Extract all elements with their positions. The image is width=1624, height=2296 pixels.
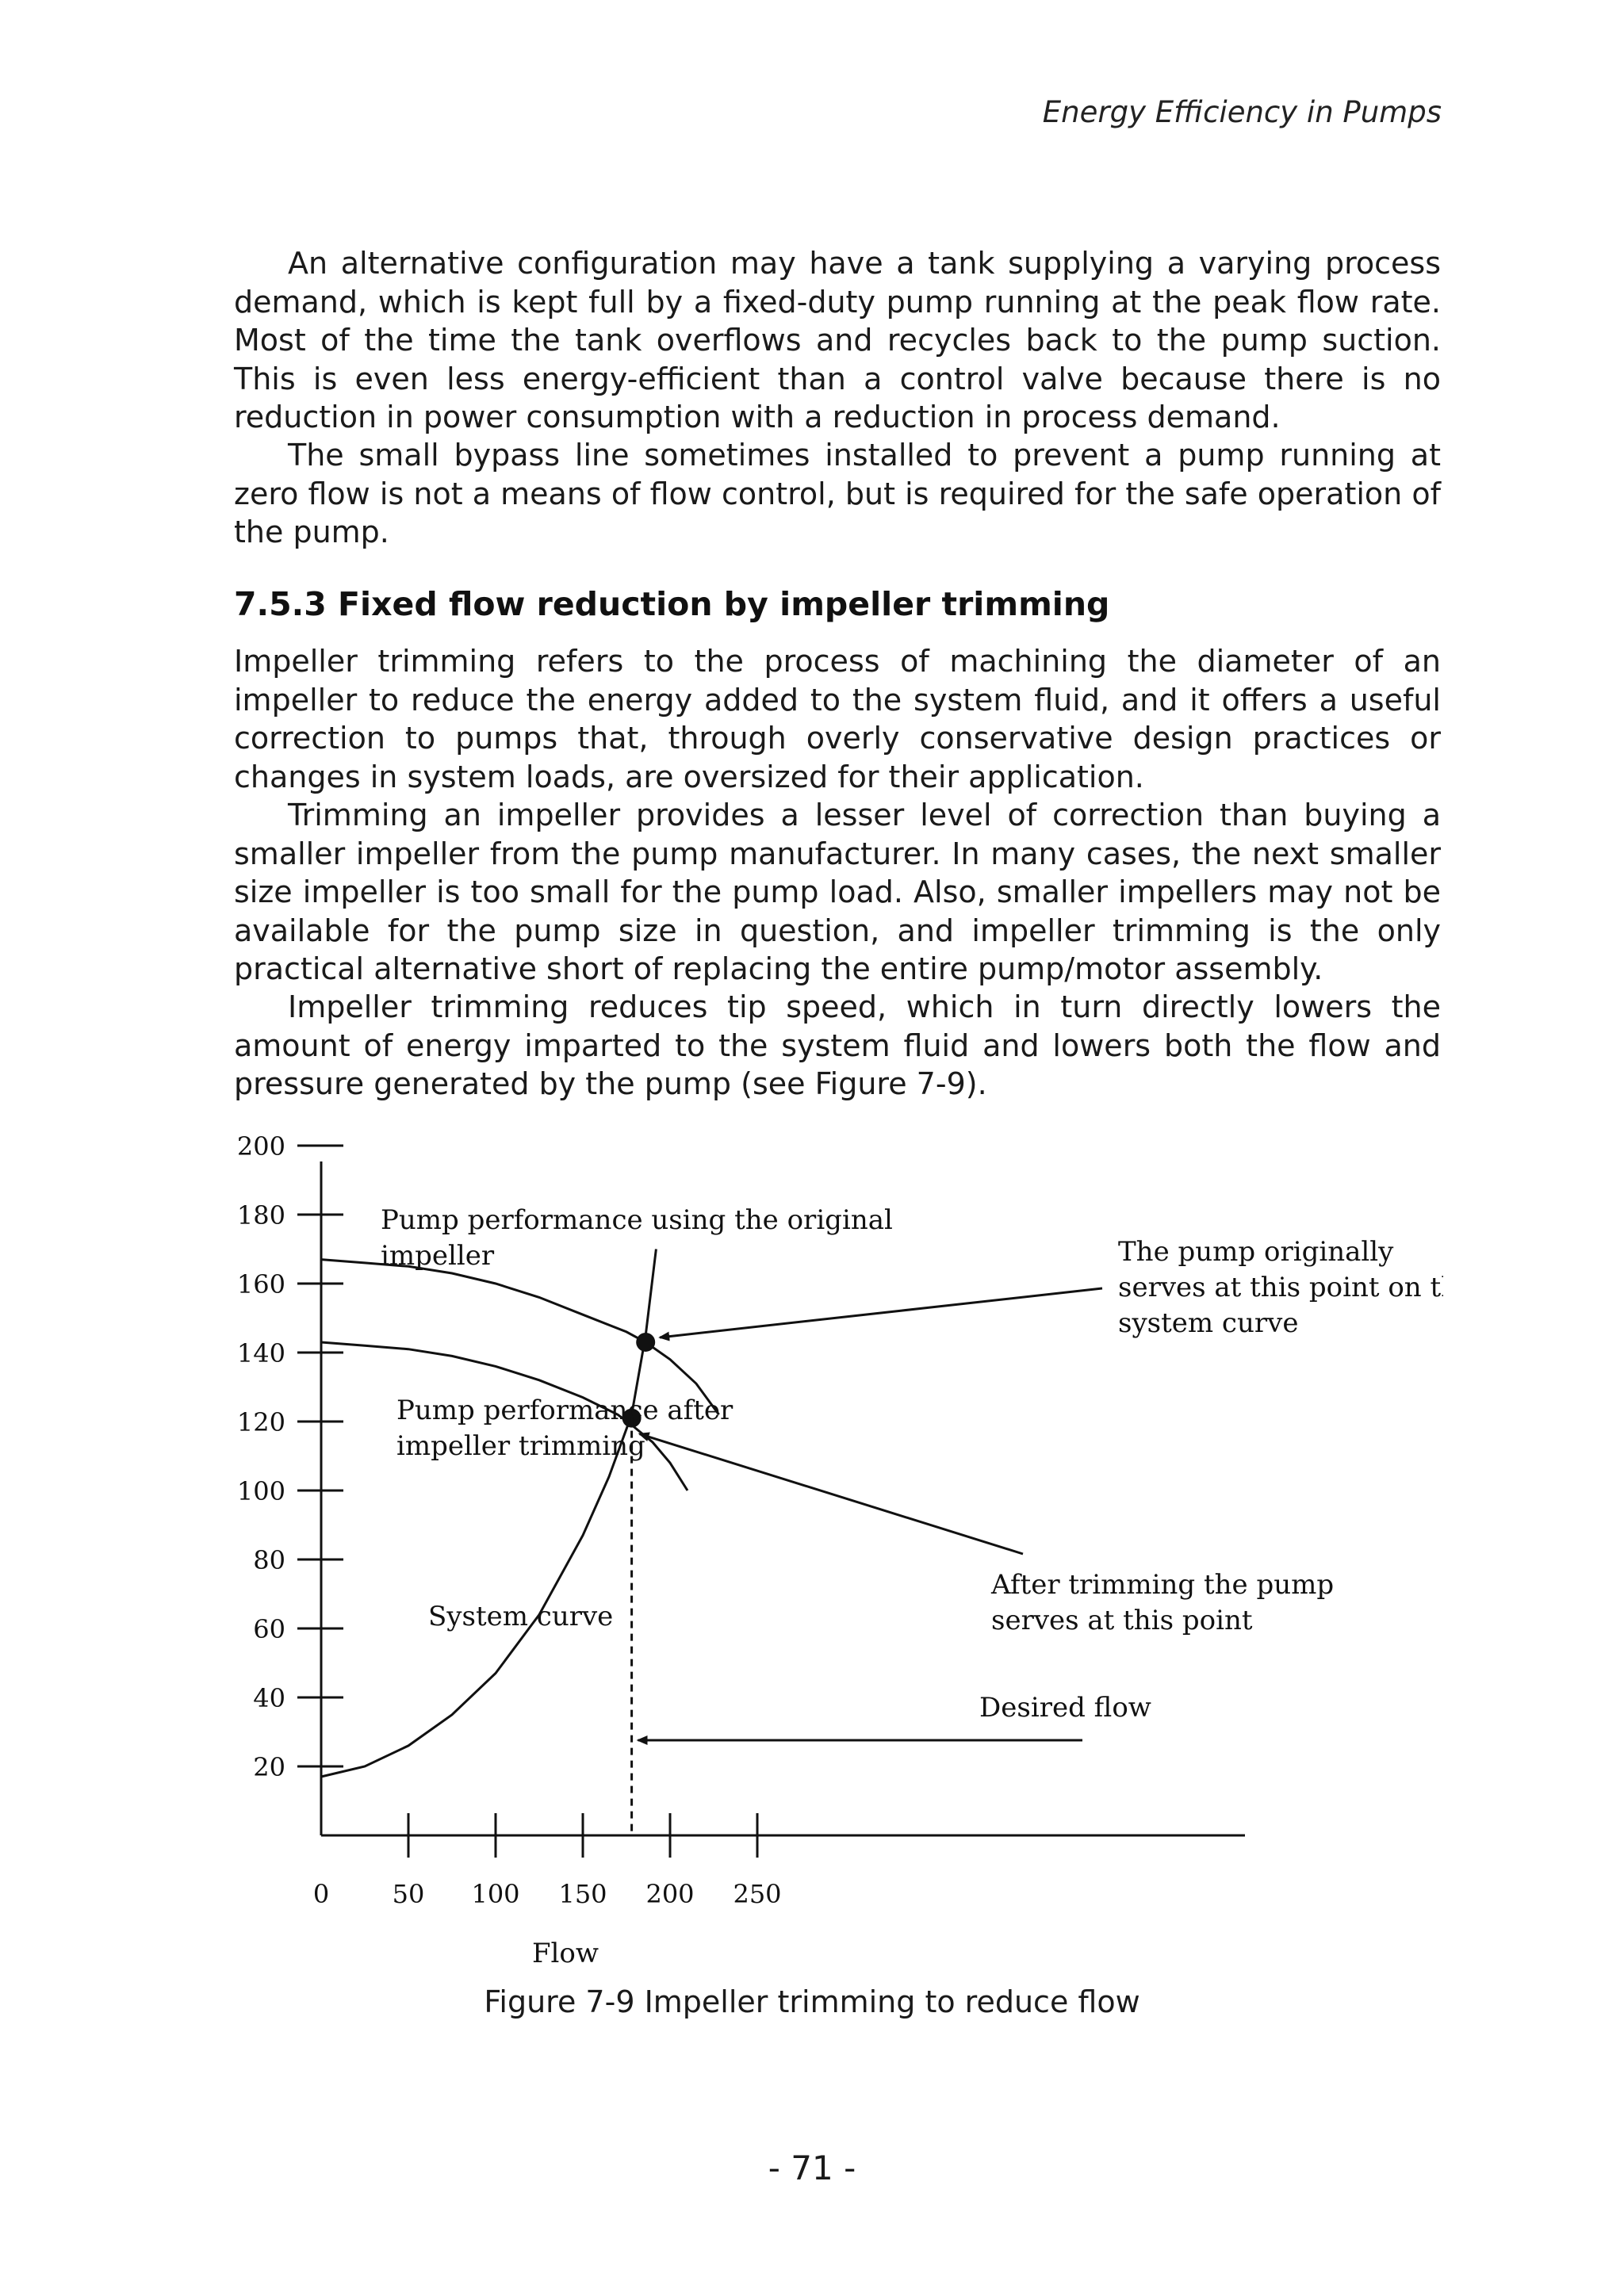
y-tick-label: 140 xyxy=(236,1338,285,1368)
chart-series xyxy=(321,1249,719,1836)
paragraph-tip-speed: Impeller trimming reduces tip speed, which in turn directly lowers the amount of energy imparted to the system fluid and lowers both the flow and pressure generated by the pump (see Figure 7-9). xyxy=(234,989,1441,1101)
figure-caption: Figure 7-9 Impeller trimming to reduce flow xyxy=(484,1984,1140,2019)
original-operating-point xyxy=(636,1333,655,1352)
y-tick-label: 20 xyxy=(253,1752,285,1782)
trimmed-point-arrow xyxy=(640,1434,1023,1554)
y-tick-label: 60 xyxy=(253,1614,285,1644)
desired-flow-label: Desired flow xyxy=(979,1692,1151,1724)
running-header: Energy Efficiency in Pumps xyxy=(1042,95,1442,129)
y-tick-label: 180 xyxy=(236,1200,285,1230)
y-tick-label: 120 xyxy=(236,1407,285,1437)
original-impeller-curve xyxy=(321,1260,719,1415)
system-curve-label: System curve xyxy=(428,1601,614,1632)
trimmed-curve-label: Pump performance after xyxy=(396,1395,733,1426)
system-curve xyxy=(321,1249,656,1777)
original-curve-label: impeller xyxy=(381,1240,495,1272)
section-heading: 7.5.3 Fixed flow reduction by impeller trimming xyxy=(234,585,1110,623)
page-number: - 71 - xyxy=(768,2149,856,2187)
trimmed-point-label: serves at this point xyxy=(991,1605,1253,1636)
x-tick-label: 200 xyxy=(645,1879,695,1909)
x-tick-label: 0 xyxy=(312,1879,330,1909)
y-tick-label: 200 xyxy=(236,1134,285,1161)
original-point-label: serves at this point on the xyxy=(1118,1272,1443,1303)
x-tick-label: 250 xyxy=(733,1879,782,1909)
pump-curve-chart xyxy=(230,1134,1443,1966)
y-tick-label: 80 xyxy=(253,1545,285,1575)
paragraph-bypass-line: The small bypass line sometimes installed to prevent a pump running at zero flow is not a means of flow control, but is required for the safe operation of the pump. xyxy=(234,438,1441,549)
original-point-arrow xyxy=(660,1288,1102,1337)
paragraph-trimming-vs-smaller: Trimming an impeller provides a lesser level of correction than buying a smaller impeller from the pump manufacturer. In many cases, the next smaller size impeller is too small for the pump load. Also, smaller impellers may not be available for the pump size in question, and impeller trimming is the only practical alternative short of replacing the entire pump/motor assembly. xyxy=(234,798,1441,986)
y-tick-label: 100 xyxy=(236,1476,285,1506)
original-curve-label: Pump performance using the original xyxy=(381,1204,893,1236)
original-point-label: system curve xyxy=(1118,1307,1299,1339)
x-axis-label: Flow xyxy=(531,1938,599,1966)
x-tick-label: 50 xyxy=(392,1879,425,1909)
figure-impeller-trimming xyxy=(230,1134,1443,1966)
trimmed-point-label: After trimming the pump xyxy=(991,1569,1335,1601)
original-point-label: The pump originally xyxy=(1118,1236,1394,1268)
chart-annotations xyxy=(381,1204,1443,1740)
x-tick-label: 150 xyxy=(558,1879,607,1909)
paragraph-impeller-trimming-definition: Impeller trimming refers to the process of machining the diameter of an impeller to reduce the energy added to the system fluid, and it offers a useful correction to pumps that, through overly conservative design practices or changes in system loads, are oversized for their application. xyxy=(234,644,1441,794)
x-tick-label: 100 xyxy=(471,1879,520,1909)
y-tick-label: 40 xyxy=(253,1683,285,1713)
y-tick-label: 160 xyxy=(236,1269,285,1299)
paragraph-tank-configuration: An alternative configuration may have a tank supplying a varying process demand, which is kept full by a fixed-duty pump running at the peak flow rate. Most of the time the tank overflows and recycles back to the pump suction. This is even less energy-efficient than a control valve because there is no reduction in power consumption with a reduction in process demand. xyxy=(234,246,1441,434)
trimmed-curve-label: impeller trimming xyxy=(396,1430,645,1462)
